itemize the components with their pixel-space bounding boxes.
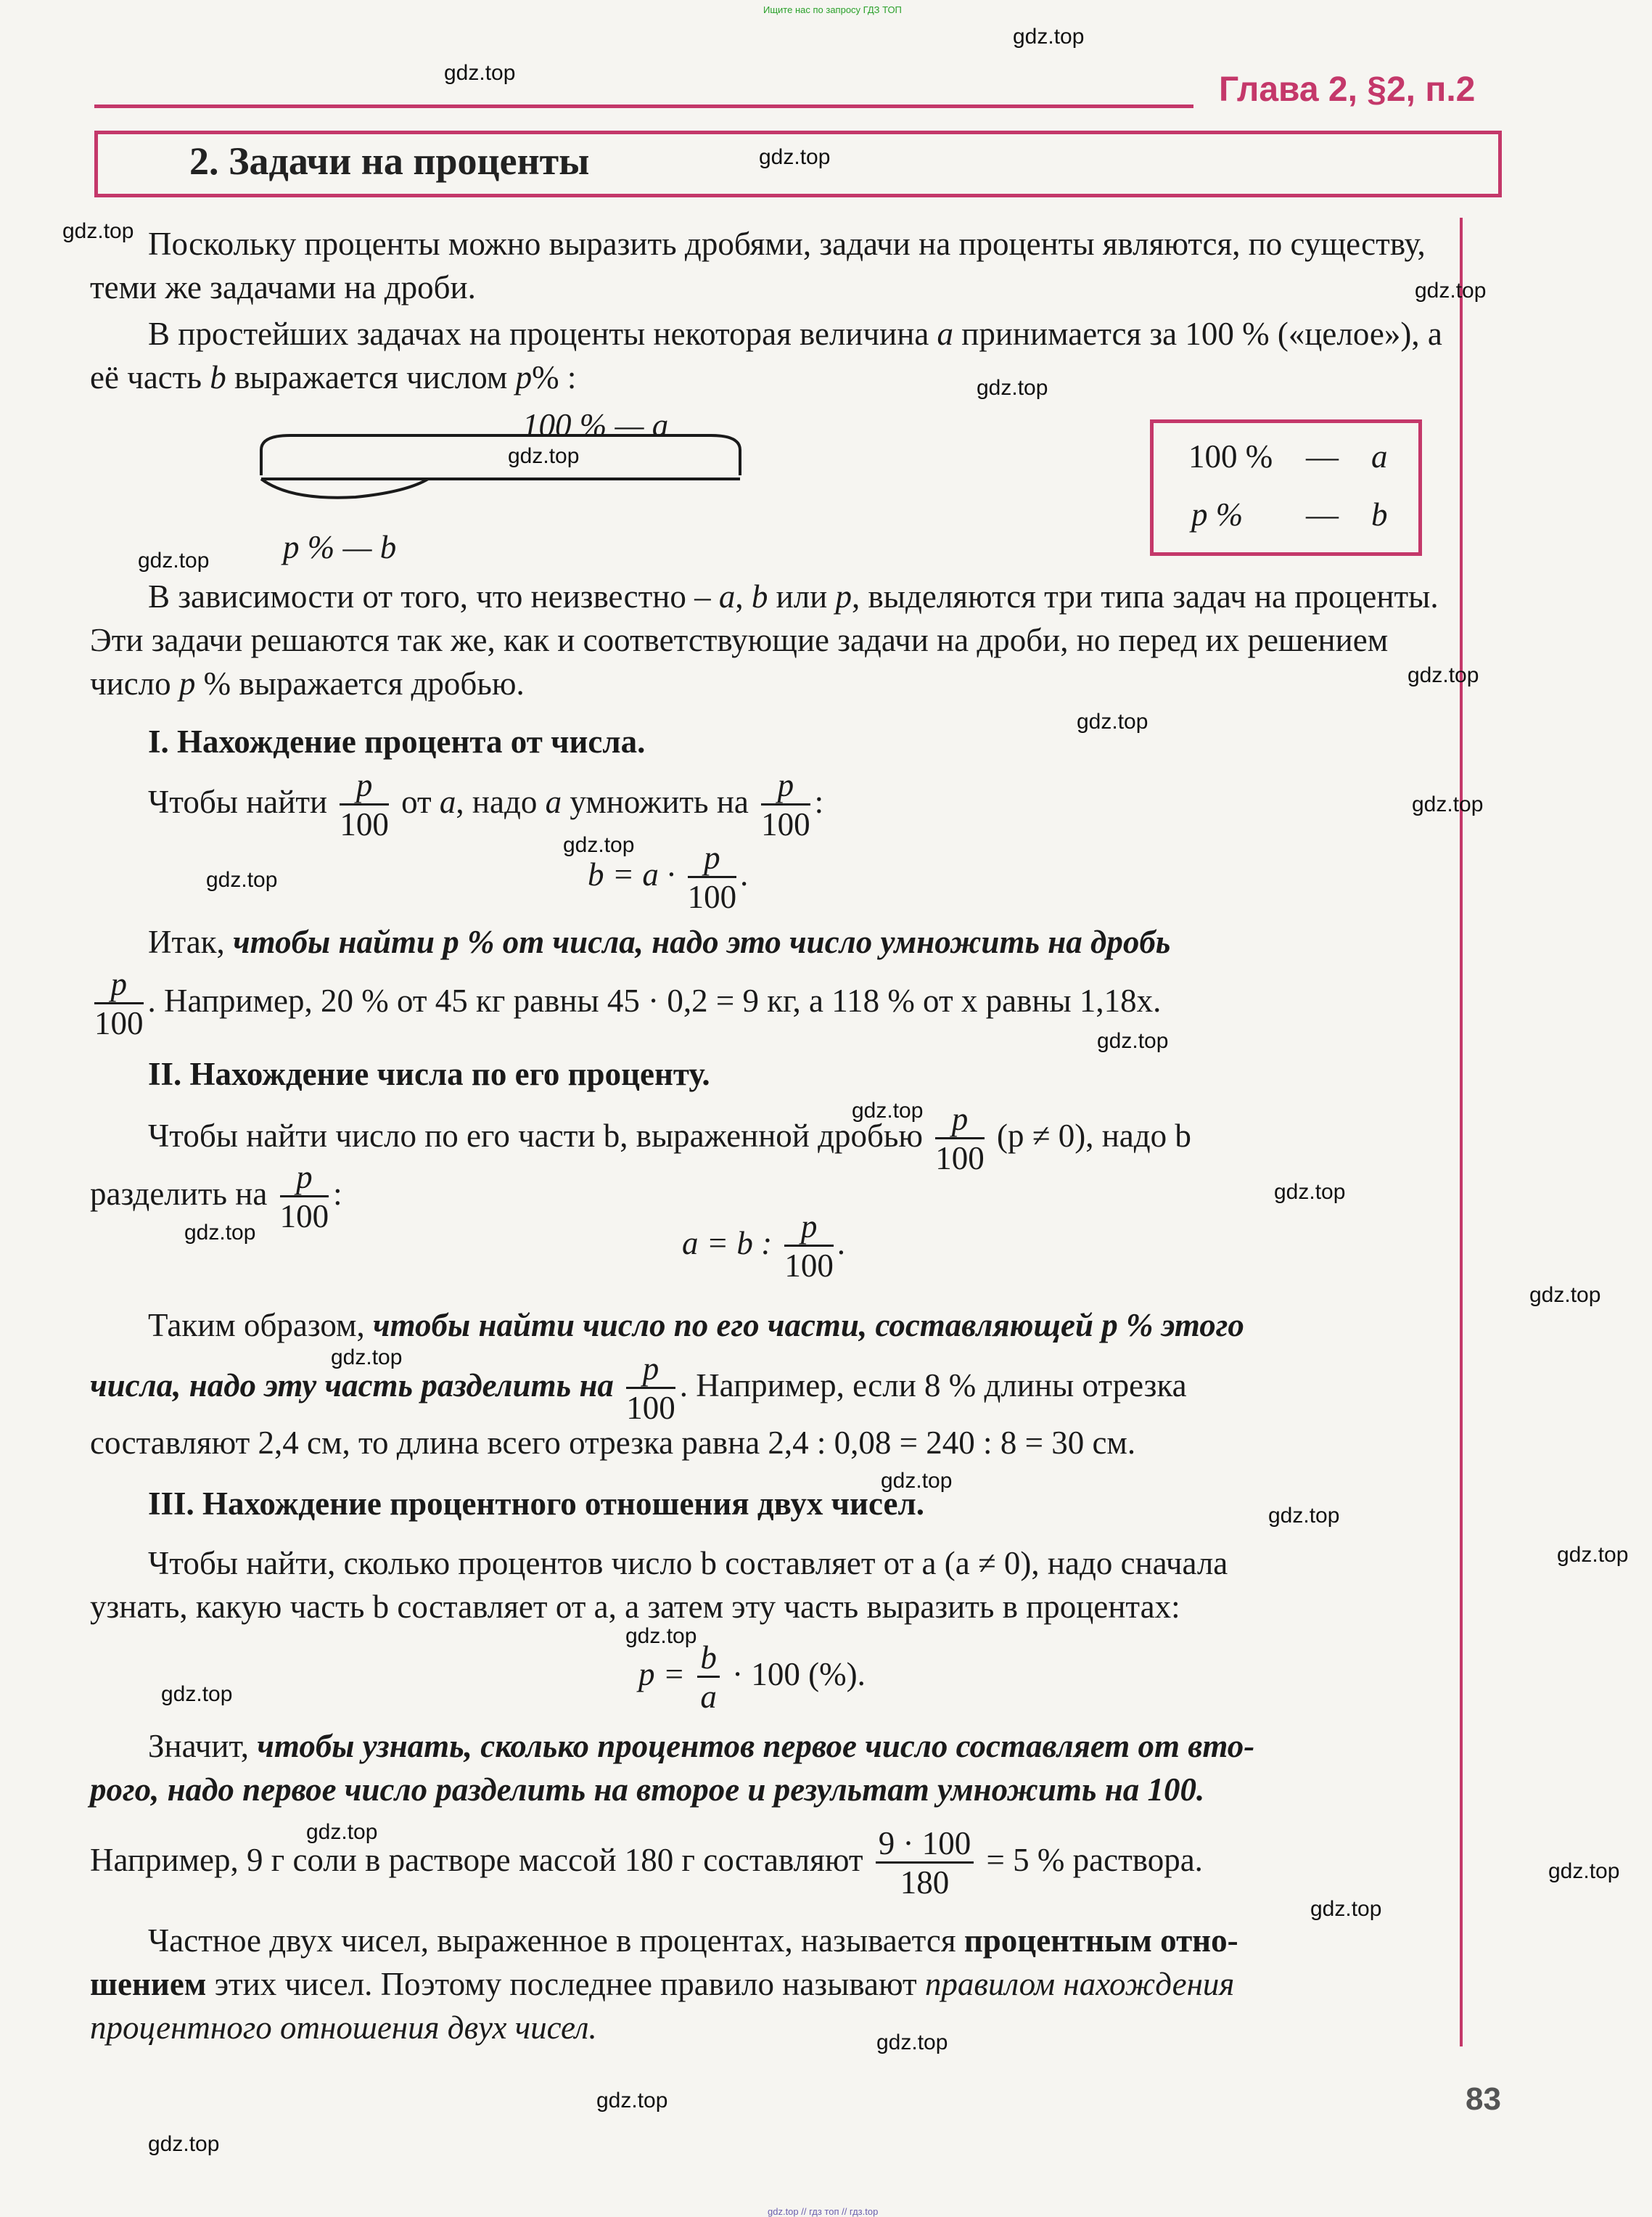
- sec3-rule-bold2: рого, надо первое число разделить на второе и результат умножить на 100.: [90, 1771, 1205, 1808]
- sec1-example: [90, 968, 1161, 1040]
- box-row2-dash: —: [1306, 496, 1339, 533]
- sec1-l1c: надо: [472, 783, 538, 820]
- p3-part-a: В зависимости от того, что неизвестно –: [148, 578, 711, 615]
- sec1-l1b: от: [401, 783, 432, 820]
- watermark: gdz.top: [1557, 1543, 1629, 1567]
- sec3-formula: [638, 1639, 866, 1715]
- p2-part-a: В простейших задачах на проценты некоторая величина: [148, 316, 929, 352]
- watermark: gdz.top: [1077, 710, 1148, 734]
- sec3-def2a: шением: [90, 1966, 207, 2002]
- paragraph-intro: Поскольку проценты можно выразить дробями, задачи на проценты являются, по существу, теми же задачами на дроби.: [90, 226, 1426, 306]
- watermark: gdz.top: [206, 868, 278, 892]
- frac-p-100-d: $\frac{p}{100}$: [94, 966, 144, 1041]
- page-number: 83: [1466, 2081, 1501, 2117]
- chapter-header: Глава 2, §2, п.2: [1219, 70, 1476, 109]
- frac-b-a: $\frac{b}{a}$: [697, 1642, 720, 1713]
- frac-p-100-c: $\frac{p}{100}$: [687, 840, 737, 915]
- top-note: Ищите нас по запросу ГДЗ ТОП: [763, 4, 902, 15]
- sec2-formula-left: a = b :: [682, 1224, 773, 1261]
- frac-900-180: $\frac{9 \cdot 100}{180}$: [876, 1827, 974, 1899]
- watermark: gdz.top: [1013, 25, 1085, 49]
- sec3-formula-left: p =: [638, 1655, 686, 1692]
- watermark: gdz.top: [508, 444, 580, 468]
- sec1-rule-lead: Итак,: [148, 924, 225, 960]
- sec1-formula-left: b = a ·: [588, 856, 675, 893]
- sec3-line2: узнать, какую часть b составляет от a, а затем эту часть выразить в процентах:: [90, 1589, 1180, 1625]
- sec3-title: III. Нахождение процентного отношения двух чисел.: [148, 1485, 924, 1522]
- watermark: gdz.top: [1408, 663, 1479, 687]
- watermark: gdz.top: [1548, 1859, 1620, 1883]
- sec3-rule-line2: [90, 1768, 1468, 1811]
- sec2-title: II. Нахождение числа по его проценту.: [148, 1056, 710, 1092]
- diagram-top-label: 100 % — a: [522, 407, 669, 443]
- frac-p-100-f: $\frac{p}{100}$: [279, 1159, 329, 1234]
- sec2-line2: разделить на $\frac{p}{100}$ :: [90, 1159, 342, 1234]
- sec2-l1b: (p ≠ 0), надо b: [997, 1117, 1191, 1154]
- sec1-line1: Чтобы найти $\frac{p}{100}$ от a, надо a умножить на $\frac{p}{100}$ :: [148, 767, 824, 843]
- sec3-def-line1: [90, 1919, 1468, 1962]
- proportion-box: [1150, 419, 1422, 556]
- diagram-bottom-label: p % — b: [283, 529, 397, 565]
- sec2-ex2: составляют 2,4 см, то длина всего отрезка равна 2,4 : 0,08 = 240 : 8 = 30 см.: [90, 1425, 1136, 1461]
- watermark: gdz.top: [184, 1221, 256, 1245]
- sec3-def-line3: процентного отношения двух чисел.: [90, 2009, 597, 2046]
- watermark: gdz.top: [148, 2132, 220, 2156]
- paragraph-simple-tasks: В простейших задачах на проценты некоторая величина a принимается за 100 % («целое»), а её часть b выражается числом p% :: [90, 316, 1442, 396]
- watermark: gdz.top: [62, 219, 134, 243]
- sec1-rule-bold: чтобы найти p % от числа, надо это число умножить на дробь: [233, 924, 1171, 960]
- segment-diagram: [247, 406, 755, 537]
- sec3-ex-a: Например, 9 г соли в растворе массой 180 г составляют: [90, 1841, 863, 1878]
- p2-part-b: принимается за 100 % («целое»), а её часть: [90, 316, 1442, 396]
- watermark: gdz.top: [852, 1099, 924, 1123]
- sec2-ex1: . Например, если 8 % длины отрезка: [679, 1366, 1187, 1403]
- sec3-def-line2: [90, 1962, 1468, 2006]
- paragraph-three-types: В зависимости от того, что неизвестно – a, b или p, выделяются три типа задач на проценты. Эти задачи решаются так же, как и соответствующие задачи на дроби, но перед их решением число p % выражается дробью.: [90, 578, 1439, 702]
- sec3-line1: Чтобы найти, сколько процентов число b составляет от a (a ≠ 0), надо сначала: [148, 1545, 1228, 1581]
- watermark: gdz.top: [138, 549, 210, 573]
- sec1-l1d: умножить на: [570, 783, 749, 820]
- p3-part-c: выражается дробью.: [239, 665, 525, 702]
- box-row1-left: 100 %: [1188, 438, 1273, 475]
- sec2-l1a: Чтобы найти число по его части b, выраженной дробью: [148, 1117, 924, 1154]
- watermark: gdz.top: [1274, 1180, 1346, 1204]
- section-title: 2. Задачи на проценты: [189, 139, 590, 183]
- watermark: gdz.top: [625, 1624, 697, 1648]
- sec3-rule-bold1: чтобы узнать, сколько процентов первое число составляет от вто-: [257, 1728, 1255, 1764]
- box-row1-dash: —: [1306, 438, 1339, 475]
- watermark: gdz.top: [444, 61, 516, 85]
- sec2-rule-bold1: чтобы найти число по его части, составляющей p % этого: [373, 1307, 1244, 1343]
- var-b: b: [210, 359, 226, 396]
- sec2-rule-lead: Таким образом,: [148, 1307, 365, 1343]
- watermark: gdz.top: [881, 1469, 953, 1493]
- watermark: gdz.top: [876, 2030, 948, 2054]
- sec3-ex-b: = 5 % раствора.: [986, 1841, 1203, 1878]
- header-rule: [94, 105, 1193, 108]
- watermark: gdz.top: [1412, 792, 1484, 816]
- watermark: gdz.top: [331, 1345, 403, 1369]
- box-row2-left: p %: [1191, 496, 1244, 533]
- bottom-brace: [261, 479, 428, 498]
- frac-p-100-b: $\frac{p}{100}$: [761, 767, 810, 843]
- sec3-def1b: процентным отно-: [963, 1922, 1238, 1959]
- sec2-rule-line2: [90, 1353, 1187, 1425]
- sec3-rule: [90, 1724, 1468, 1768]
- watermark: gdz.top: [1268, 1504, 1340, 1528]
- watermark: gdz.top: [1097, 1029, 1169, 1053]
- frac-p-100-a: $\frac{p}{100}$: [340, 767, 389, 843]
- p-percent: p: [515, 359, 533, 396]
- sec1-formula: b = a · $\frac{p}{100}$ .: [588, 840, 749, 915]
- watermark: gdz.top: [563, 833, 635, 857]
- frac-p-100-g: $\frac{p}{100}$: [784, 1208, 834, 1284]
- sec1-example-text: . Например, 20 % от 45 кг равны 45 · 0,2 = 9 кг, а 118 % от x равны 1,18x.: [147, 982, 1162, 1019]
- sec1-title: I. Нахождение процента от числа.: [148, 724, 646, 760]
- watermark: gdz.top: [1529, 1283, 1601, 1307]
- p3-part-b: выделяются три типа задач на проценты. Эти задачи решаются так же, как и соответствующие задачи на дроби, но перед их решением число: [90, 578, 1439, 702]
- sec2-l2: разделить на: [90, 1175, 268, 1212]
- watermark: gdz.top: [306, 1820, 378, 1844]
- sec3-def2c: правилом нахождения: [924, 1966, 1235, 2002]
- sec3-def1a: Частное двух чисел, выраженное в процентах, называется: [148, 1922, 956, 1959]
- sec3-formula-right: · 100 (%).: [732, 1655, 866, 1692]
- sec1-l1a: Чтобы найти: [148, 783, 328, 820]
- watermark: gdz.top: [759, 145, 831, 169]
- sec3-example: [90, 1827, 1203, 1899]
- frac-p-100-h: $\frac{p}{100}$: [626, 1351, 675, 1426]
- sec3-rule-lead: Значит,: [148, 1728, 250, 1764]
- watermark: gdz.top: [977, 376, 1048, 400]
- p2-part-c: выражается числом: [234, 359, 508, 396]
- watermark: gdz.top: [1415, 279, 1487, 303]
- sec2-rule-bold2: числа, надо эту часть разделить на: [90, 1366, 614, 1403]
- watermark: gdz.top: [161, 1682, 233, 1706]
- bottom-note: gdz.top // гдз топ // гдз.top: [768, 2206, 879, 2217]
- var-a: a: [937, 316, 954, 352]
- sec2-formula: a = b : $\frac{p}{100}$ .: [682, 1208, 847, 1284]
- sec2-rule: [90, 1303, 1468, 1347]
- box-row2-right: b: [1371, 496, 1388, 533]
- sec3-def2b: этих чисел. Поэтому последнее правило называют: [214, 1966, 917, 2002]
- frac-p-100-e: $\frac{p}{100}$: [935, 1101, 985, 1176]
- watermark: gdz.top: [596, 2089, 668, 2112]
- watermark: gdz.top: [1310, 1897, 1382, 1921]
- sec1-rule: [90, 920, 1468, 964]
- box-row1-right: a: [1371, 438, 1388, 475]
